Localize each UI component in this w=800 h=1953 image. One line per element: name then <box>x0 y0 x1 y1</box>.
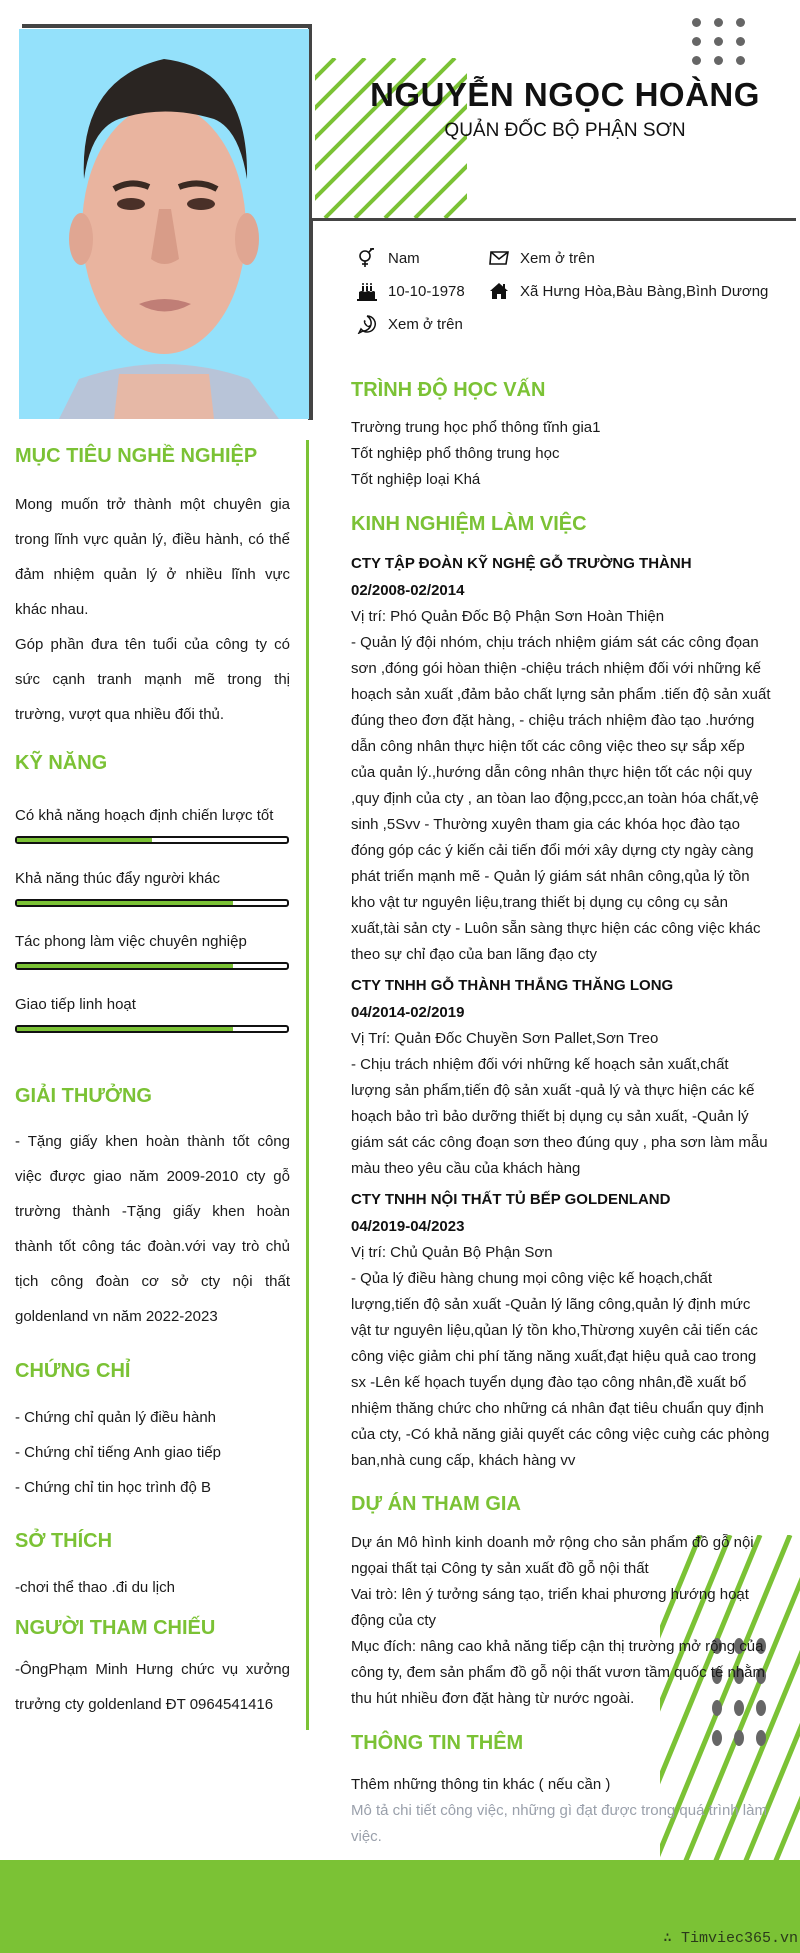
project-line: Dự án Mô hình kinh doanh mở rộng cho sản phẩm đồ gỗ nội ngọai thất tại Công ty sản xuất đồ gỗ nội thất <box>351 1534 754 1577</box>
certificate-item: - Chứng chỉ tin học trình độ B <box>15 1479 211 1496</box>
experience-heading: KINH NGHIỆM LÀM VIỆC <box>351 513 587 535</box>
education-line: Trường trung học phổ thông tĩnh gia1 <box>351 419 601 436</box>
birthday-value: 10-10-1978 <box>388 282 465 300</box>
job-company: CTY TNHH NỘI THẤT TỦ BẾP GOLDENLAND <box>351 1191 671 1208</box>
address-value: Xã Hưng Hòa,Bàu Bàng,Bình Dương <box>520 282 769 300</box>
additional-section <box>351 1772 771 1850</box>
skill-progress-bar <box>15 1025 289 1033</box>
envelope-icon <box>488 248 510 268</box>
skill-progress-fill <box>17 964 233 968</box>
objective-section <box>15 487 290 732</box>
skill-progress-bar <box>15 899 289 907</box>
skill-progress-bar <box>15 962 289 970</box>
additional-line: Thêm những thông tin khác ( nếu cần ) <box>351 1776 611 1793</box>
job-period: 02/2008-02/2014 <box>351 582 465 599</box>
contact-gender <box>356 248 420 268</box>
contact-birthday <box>356 281 465 301</box>
header-divider <box>313 218 796 221</box>
skill-item <box>15 996 290 1033</box>
skill-label: Giao tiếp linh hoạt <box>15 996 136 1013</box>
skills-heading: KỸ NĂNG <box>15 752 108 774</box>
watermark: ∴ Timviec365.vn <box>662 1930 798 1947</box>
home-icon <box>488 281 510 301</box>
awards-heading: GIẢI THƯỞNG <box>15 1085 152 1107</box>
skill-progress-fill <box>17 901 233 905</box>
skill-item <box>15 807 290 844</box>
gender-value: Nam <box>388 249 420 267</box>
contact-address <box>488 281 768 301</box>
job-entry <box>351 972 771 1182</box>
skill-label: Tác phong làm việc chuyên nghiệp <box>15 933 247 950</box>
awards-section <box>15 1124 290 1334</box>
project-line: Mục đích: nâng cao khả năng tiếp cận thị trường mở rộng của công ty, đem sản phẩm đồ gỗ nội thất vươn tầm quốc tế nhằm thu hút nhiều đơn đặt hàng từ nước ngoài. <box>351 1638 766 1707</box>
whatsapp-phone-icon <box>356 314 378 334</box>
projects-heading: DỰ ÁN THAM GIA <box>351 1493 521 1515</box>
skill-item <box>15 870 290 907</box>
phone-value: Xem ở trên <box>388 315 463 333</box>
project-line: Vai trò: lên ý tưởng sáng tạo, triển khai phương hướng hoạt động của cty <box>351 1586 749 1629</box>
references-heading: NGƯỜI THAM CHIẾU <box>15 1617 216 1639</box>
objective-paragraph: Góp phần đưa tên tuổi của công ty có sức cạnh tranh mạnh mẽ trong thị trường, vượt qua nhiều đối thủ. <box>15 636 290 723</box>
awards-text: - Tặng giấy khen hoàn thành tốt công việc được giao năm 2009-2010 cty gỗ trường thành -Tặng giấy khen hoàn thành tốt công tác đoàn.với vay trò chủ tịch công đoàn cơ sở cty nội thất goldenland vn năm 2022-2023 <box>15 1133 290 1325</box>
references-section <box>15 1652 290 1722</box>
candidate-name: NGUYỄN NGỌC HOÀNG <box>370 76 760 113</box>
skill-progress-fill <box>17 838 152 842</box>
skill-progress-fill <box>17 1027 233 1031</box>
job-entry <box>351 550 771 968</box>
frame-line <box>309 218 313 420</box>
objective-paragraph: Mong muốn trở thành một chuyên gia trong lĩnh vực quản lý, điều hành, có thể đảm nhiệm quản lý ở nhiều lĩnh vực khác nhau. <box>15 496 290 618</box>
certificate-item: - Chứng chỉ quản lý điều hành <box>15 1409 217 1426</box>
education-section <box>351 415 771 493</box>
job-company: CTY TNHH GỖ THÀNH THẮNG THĂNG LONG <box>351 977 674 994</box>
email-value: Xem ở trên <box>520 249 595 267</box>
skill-label: Có khả năng hoạch định chiến lược tốt <box>15 807 274 824</box>
education-line: Tốt nghiệp loại Khá <box>351 471 481 488</box>
projects-section <box>351 1530 771 1712</box>
skill-label: Khả năng thúc đẩy người khác <box>15 870 221 887</box>
hobbies-text: -chơi thể thao .đi du lịch <box>15 1579 175 1596</box>
skill-item <box>15 933 290 970</box>
education-line: Tốt nghiệp phổ thông trung học <box>351 445 560 462</box>
contact-phone <box>356 314 463 334</box>
hobbies-heading: SỞ THÍCH <box>15 1530 113 1552</box>
avatar-photo <box>19 29 309 419</box>
job-company: CTY TẬP ĐOÀN KỸ NGHỆ GỖ TRƯỜNG THÀNH <box>351 555 692 572</box>
references-text: -ÔngPhạm Minh Hưng chức vụ xưởng trưởng cty goldenland ĐT 0964541416 <box>15 1661 290 1713</box>
job-period: 04/2014-02/2019 <box>351 1004 465 1021</box>
certificates-heading: CHỨNG CHỈ <box>15 1360 131 1382</box>
experience-section <box>351 550 771 1474</box>
column-divider <box>306 440 309 1730</box>
job-position: Vị trí: Chủ Quản Bộ Phận Sơn <box>351 1244 553 1261</box>
job-entry <box>351 1186 771 1474</box>
job-period: 04/2019-04/2023 <box>351 1218 465 1235</box>
contact-email <box>488 248 595 268</box>
hobbies-section <box>15 1570 290 1605</box>
certificates-section <box>15 1400 290 1505</box>
candidate-job-title: QUẢN ĐỐC BỘ PHẬN SƠN <box>444 120 686 141</box>
decorative-dots <box>692 18 752 66</box>
footer-bar <box>0 1860 800 1953</box>
job-description: - Chịu trách nhiệm đối với những kế hoạch sản xuất,chất lượng sản phẩm,tiến độ sản xuất -quả lý và thực hiện các kế hoạch bảo trì bảo dưỡng thiết bị dụng cụ sản xuất, -Quản lý giám sát các công đoạn sơn theo đúng quy , pha sơn làm mẫu màu theo yêu cầu của khách hàng <box>351 1056 768 1177</box>
job-description: - Quản lý đội nhóm, chịu trách nhiệm giám sát các công đọan sơn ,đóng gói hòan thiện -chiệu trách nhiệm đối với những kế hoạch sản xuất ,đảm bảo chất lựng sản phẩm .tiến độ sản xuất đúng theo đơn đặt hàng, - chiệu trách nhiệm đào tạo .hướng dẫn công nhân thực hiện tốt các công việc theo sự sắp xếp của quản lý.,hướng dẫn công nhân thực hiện tốt các nội quy ,quy định của cty , an tòan lao động,pccc,an toàn hóa chất,vệ sinh ,5Svv - Thường xuyên tham gia các khóa học đào tạo đóng góp các ý kiến cải tiến đổi mới xây dựng cty ngày càng phát triển mạnh mẽ - Quản lý giám sát nhân công,qủa lý tồn kho vật tư nguyên liệu,trang thiết bị dụng cụ công cụ sản xuất,tài sản cty - Luôn sẵn sàng thực hiện các công việc khác theo sự chỉ đạo của ban lãng đạo cty <box>351 634 771 963</box>
job-position: Vị trí: Phó Quản Đốc Bộ Phận Sơn Hoàn Thiện <box>351 608 665 625</box>
additional-placeholder: Mô tả chi tiết công việc, những gì đạt được trong quá trình làm việc. <box>351 1802 767 1845</box>
education-heading: TRÌNH ĐỘ HỌC VẤN <box>351 379 546 401</box>
skill-progress-bar <box>15 836 289 844</box>
objective-heading: MỤC TIÊU NGHỀ NGHIỆP <box>15 445 258 467</box>
gender-icon <box>356 248 378 268</box>
additional-heading: THÔNG TIN THÊM <box>351 1732 524 1754</box>
job-position: Vị Trí: Quản Đốc Chuyền Sơn Pallet,Sơn Treo <box>351 1030 659 1047</box>
certificate-item: - Chứng chỉ tiếng Anh giao tiếp <box>15 1444 222 1461</box>
birthday-cake-icon <box>356 281 378 301</box>
job-description: - Qủa lý điều hàng chung mọi công việc kế hoạch,chất lượng,tiến độ sản xuất -Quản lý lãng công,quản lý định mức vật tư nguyên liệu,qủan lý tồn kho,Thừơng xuyên cải tiến các công việc giảm chi phí tăng năng xuất,đạt hiệu quả cao trong sx -Lên kế họach tuyển dụng đào tạo công nhân,đề xuất bổ nhiệm thăng chức cho những cá nhân đạt tiêu chuẩn quy định của cty, -Có khả năng giải quyết các công việc cuǹg các phòng ban,nhà cung cấp, khách hàng vv <box>351 1270 770 1469</box>
